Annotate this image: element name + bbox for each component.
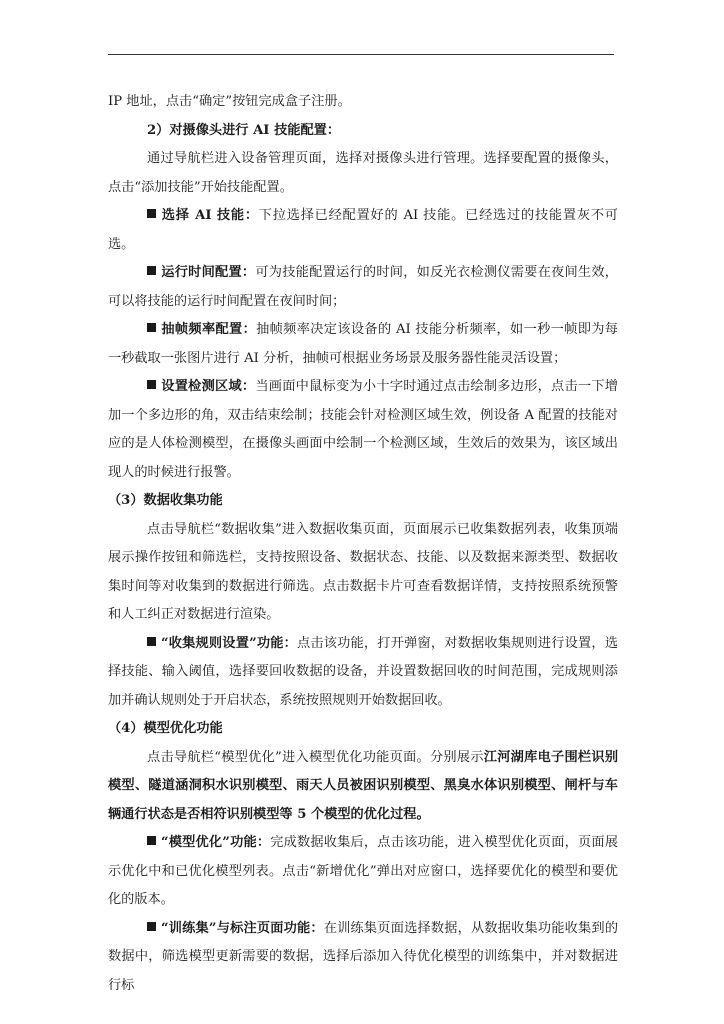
paragraph: 通过导航栏进入设备管理页面，选择对摄像头进行管理。选择要配置的摄像头，点击“添加技能”开始技能配置。 <box>108 151 618 195</box>
bullet-text: 在训练集页面选择数据，从数据收集功能收集到的数据中，筛选模型更新需要的数据，选择后添加入待优化模型的训练集中，并对数据进行标 <box>108 920 619 993</box>
section-heading: （4）模型优化功能 <box>108 721 223 736</box>
bullet-title: “训练集”与标注页面功能： <box>161 920 324 936</box>
bullet-text: 点击该功能，打开弹窗，对数据收集规则进行设置，选择技能、输入阈值，选择要回收数据的设备，并设置数据回收的时间范围，完成规则添加并确认规则处于开启状态，系统按照规则开始数据回收。 <box>108 635 619 708</box>
bullet-item <box>108 373 618 487</box>
square-bullet-icon <box>147 323 156 332</box>
bullet-text: 可为技能配置运行的时间，如反光衣检测仪需要在夜间生效，可以将技能的运行时间配置在夜间时间； <box>108 265 618 309</box>
bullet-text: 下拉选择已经配置好的 AI 技能。已经选过的技能置灰不可选。 <box>108 208 618 252</box>
section-heading: 2）对摄像头进行 AI 技能配置： <box>147 122 341 138</box>
document-body <box>108 88 618 1000</box>
bullet-text: 抽帧频率决定该设备的 AI 技能分析频率，如一秒一帧即为每一秒截取一张图片进行 AI 分析，抽帧可根据业务场景及服务器性能灵活设置； <box>108 322 618 366</box>
bullet-item <box>108 202 618 259</box>
paragraph: IP 地址，点击“确定”按钮完成盒子注册。 <box>108 94 351 109</box>
square-bullet-icon <box>147 836 156 845</box>
bullet-title: 运行时间配置： <box>161 265 256 280</box>
bullet-item <box>108 915 618 1001</box>
paragraph-text: 点击导航栏“模型优化”进入模型优化功能页面。分别展示 <box>147 749 484 765</box>
bullet-title: “模型优化”功能： <box>161 835 271 850</box>
square-bullet-icon <box>147 266 156 275</box>
bullet-text: 完成数据收集后，点击该功能，进入模型优化页面，页面展示优化中和已优化模型列表。点击“新增优化”弹出对应窗口，选择要优化的模型和要优化的版本。 <box>108 835 619 907</box>
bullet-title: “收集规则设置”功能： <box>161 635 298 651</box>
square-bullet-icon <box>147 922 156 931</box>
bullet-title: 设置检测区域： <box>161 379 256 394</box>
bullet-title: 选择 AI 技能： <box>161 208 259 223</box>
bullet-title: 抽帧频率配置： <box>161 322 257 337</box>
bullet-item <box>108 259 618 316</box>
square-bullet-icon <box>147 380 156 389</box>
model-list-emphasis: 江河湖库电子围栏识别模型、隧道涵洞积水识别模型、雨天人员被困识别模型、黑臭水体识别模型、闸杆与车辆通行状态是否相符识别模型等 5 个模型的优化过程。 <box>108 749 619 822</box>
section-heading: （3）数据收集功能 <box>108 493 223 508</box>
bullet-item <box>108 630 618 716</box>
square-bullet-icon <box>147 637 156 646</box>
paragraph <box>108 744 618 830</box>
bullet-text: 当画面中鼠标变为小十字时通过点击绘制多边形，点击一下增加一个多边形的角，双击结束绘制；技能会针对检测区域生效，例设备 A 配置的技能对应的是人体检测模型，在摄像头画面中绘制一个检测区域，生效后的效果为，该区域出现人的时候进行报警。 <box>108 379 618 480</box>
header-rule <box>108 54 614 55</box>
bullet-item <box>108 829 618 915</box>
paragraph: 点击导航栏“数据收集”进入数据收集页面，页面展示已收集数据列表，收集顶端展示操作按钮和筛选栏，支持按照设备、数据状态、技能、以及数据来源类型、数据收集时间等对收集到的数据进行筛选。点击数据卡片可查看数据详情，支持按照系统预警和人工纠正对数据进行渲染。 <box>108 521 618 622</box>
square-bullet-icon <box>147 209 156 218</box>
bullet-item <box>108 316 618 373</box>
